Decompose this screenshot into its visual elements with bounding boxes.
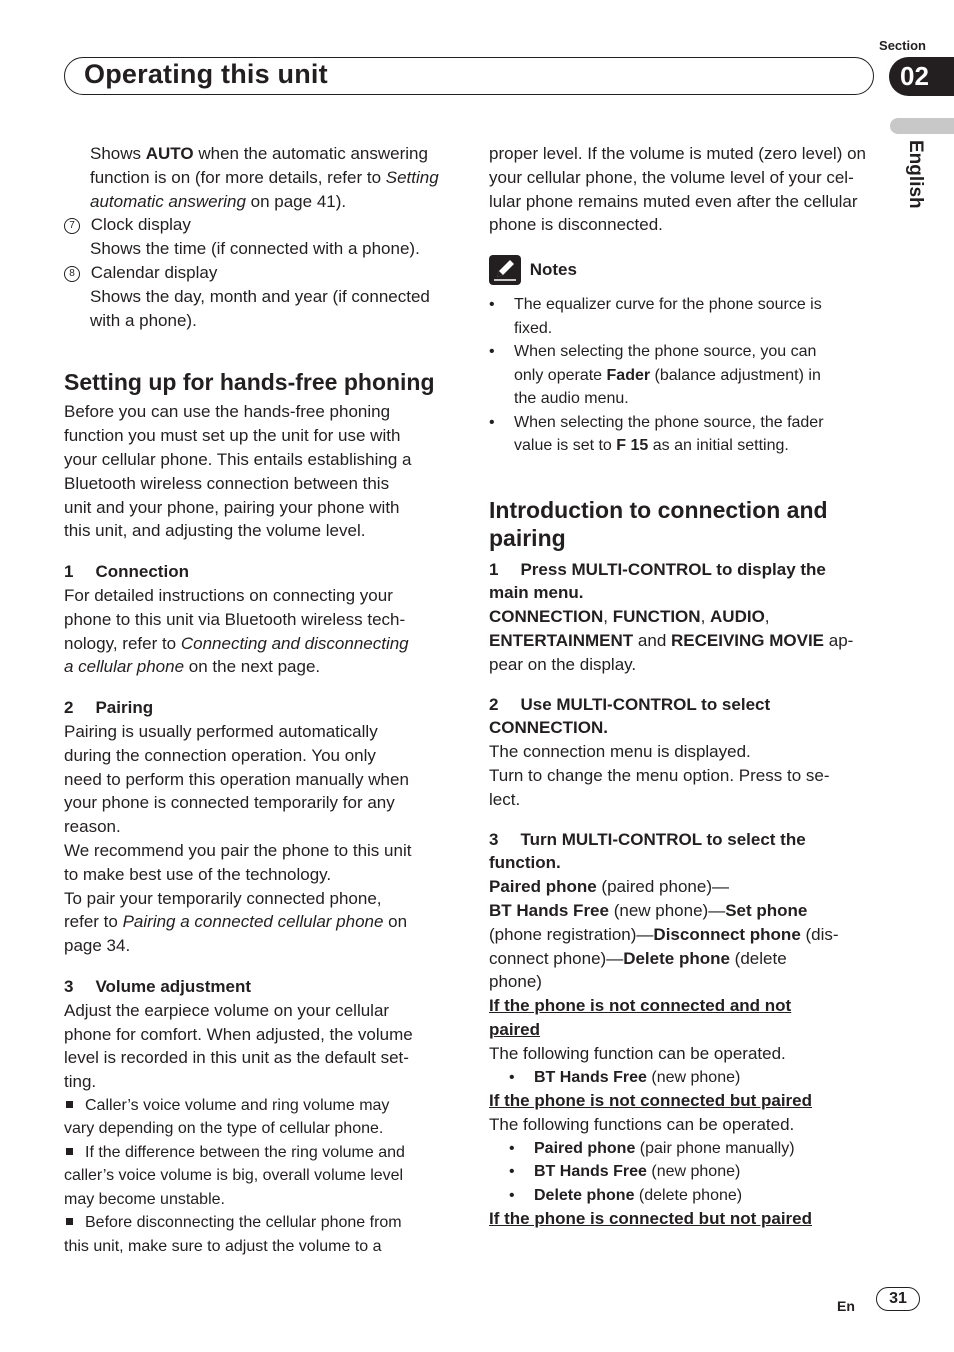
auto-description: Shows AUTO when the automatic answering function is on (for more details, refer to Setting automatic answering on page 41). <box>90 144 439 211</box>
language-label: English <box>905 140 926 209</box>
item-calendar-display: 8 Calendar display <box>64 261 459 285</box>
language-code: En <box>837 1298 855 1314</box>
case-2-item: • Paired phone (pair phone manually) <box>509 1139 795 1157</box>
step-connection-title: 1 Connection <box>64 562 189 582</box>
page-title: Operating this unit <box>84 59 328 89</box>
note-item: • The equalizer curve for the phone source is fixed. <box>489 296 822 337</box>
clock-description: Shows the time (if connected with a phone). <box>90 239 420 259</box>
step-3-body: Paired phone (paired phone)— BT Hands Free (new phone)—Set phone (phone registration)—Disconnect phone (dis- connect phone)—Delete phone (delete phone) <box>489 877 839 992</box>
setup-body: Before you can use the hands-free phoning function you must set up the unit for use with your cellular phone. This entails establishing a Bluetooth wireless connection between this unit and your phone, pairing your phone with this unit, and adjusting the volume level. <box>64 402 412 541</box>
section-label: Section <box>879 38 926 53</box>
notes-header: Notes <box>489 255 884 285</box>
case-1-item: • BT Hands Free (new phone) <box>509 1068 741 1086</box>
step-1-title: 1 Press MULTI-CONTROL to display the main menu. <box>489 559 826 603</box>
language-tab <box>890 118 954 134</box>
step-volume-title: 3 Volume adjustment <box>64 976 252 996</box>
case-2-list <box>489 1137 884 1208</box>
square-bullet-icon <box>66 1148 73 1155</box>
step-3-title: 3 Turn MULTI-CONTROL to select the function. <box>489 829 806 873</box>
intro-heading: Introduction to connection and pairing <box>489 496 828 551</box>
case-connected-not-paired: If the phone is connected but not paired <box>489 1209 813 1229</box>
pencil-note-icon <box>489 255 521 285</box>
step-pairing-body: Pairing is usually performed automatically during the connection operation. You only need to perform this operation manually when your phone is connected temporarily for any reason. We recommend you pair the phone to this unit to make best use of the technology. To pair your temporarily connected phone, refer to Pairing a connected cellular phone on page 34. <box>64 721 412 956</box>
step-2-body: The connection menu is displayed. Turn to change the menu option. Press to se- lect. <box>489 742 830 809</box>
volume-note-2: If the difference between the ring volume and caller’s voice volume is big, overall volume level may become unstable. <box>64 1143 405 1208</box>
note-item: • When selecting the phone source, the fader value is set to F 15 as an initial setting. <box>489 413 824 455</box>
item-number-7: 7 <box>64 218 80 234</box>
step-connection-body: For detailed instructions on connecting your phone to this unit via Bluetooth wireless tech- nology, refer to Connecting and disconnecting a cellular phone on the next page. <box>64 585 409 677</box>
section-number-badge: 02 <box>889 57 954 96</box>
page-number: 31 <box>876 1287 920 1311</box>
square-bullet-icon <box>66 1218 73 1225</box>
case-1-text: The following function can be operated. <box>489 1043 786 1063</box>
volume-note-3: Before disconnecting the cellular phone from this unit, make sure to adjust the volume to a <box>64 1214 402 1255</box>
square-bullet-icon <box>66 1101 73 1108</box>
step-1-body: CONNECTION, FUNCTION, AUDIO, ENTERTAINMENT and RECEIVING MOVIE ap- pear on the display. <box>489 607 854 674</box>
item-clock-display: 7 Clock display <box>64 213 459 237</box>
left-column <box>64 142 459 1258</box>
case-2-text: The following functions can be operated. <box>489 1114 795 1134</box>
setup-heading: Setting up for hands-free phoning <box>64 369 435 396</box>
right-column <box>489 142 884 1231</box>
case-not-connected-not-paired: If the phone is not connected and not paired <box>489 996 792 1040</box>
calendar-description: Shows the day, month and year (if connected with a phone). <box>90 286 430 330</box>
notes-list <box>489 293 884 458</box>
note-item: • When selecting the phone source, you can only operate Fader (balance adjustment) in the audio menu. <box>489 343 821 408</box>
volume-continued: proper level. If the volume is muted (zero level) on your cellular phone, the volume level of your cel- lular phone remains muted even after the cellular phone is disconnected. <box>489 144 867 235</box>
step-volume-body: Adjust the earpiece volume on your cellular phone for comfort. When adjusted, the volume level is recorded in this unit as the default set- ting. <box>64 1000 413 1092</box>
case-not-connected-but-paired: If the phone is not connected but paired <box>489 1091 813 1111</box>
case-2-item: • Delete phone (delete phone) <box>509 1186 743 1204</box>
item-number-8: 8 <box>64 266 80 282</box>
step-2-title: 2 Use MULTI-CONTROL to select CONNECTION. <box>489 694 771 738</box>
case-2-item: • BT Hands Free (new phone) <box>509 1163 741 1181</box>
step-pairing-title: 2 Pairing <box>64 698 154 718</box>
volume-note-1: Caller’s voice volume and ring volume may vary depending on the type of cellular phone. <box>64 1096 390 1138</box>
